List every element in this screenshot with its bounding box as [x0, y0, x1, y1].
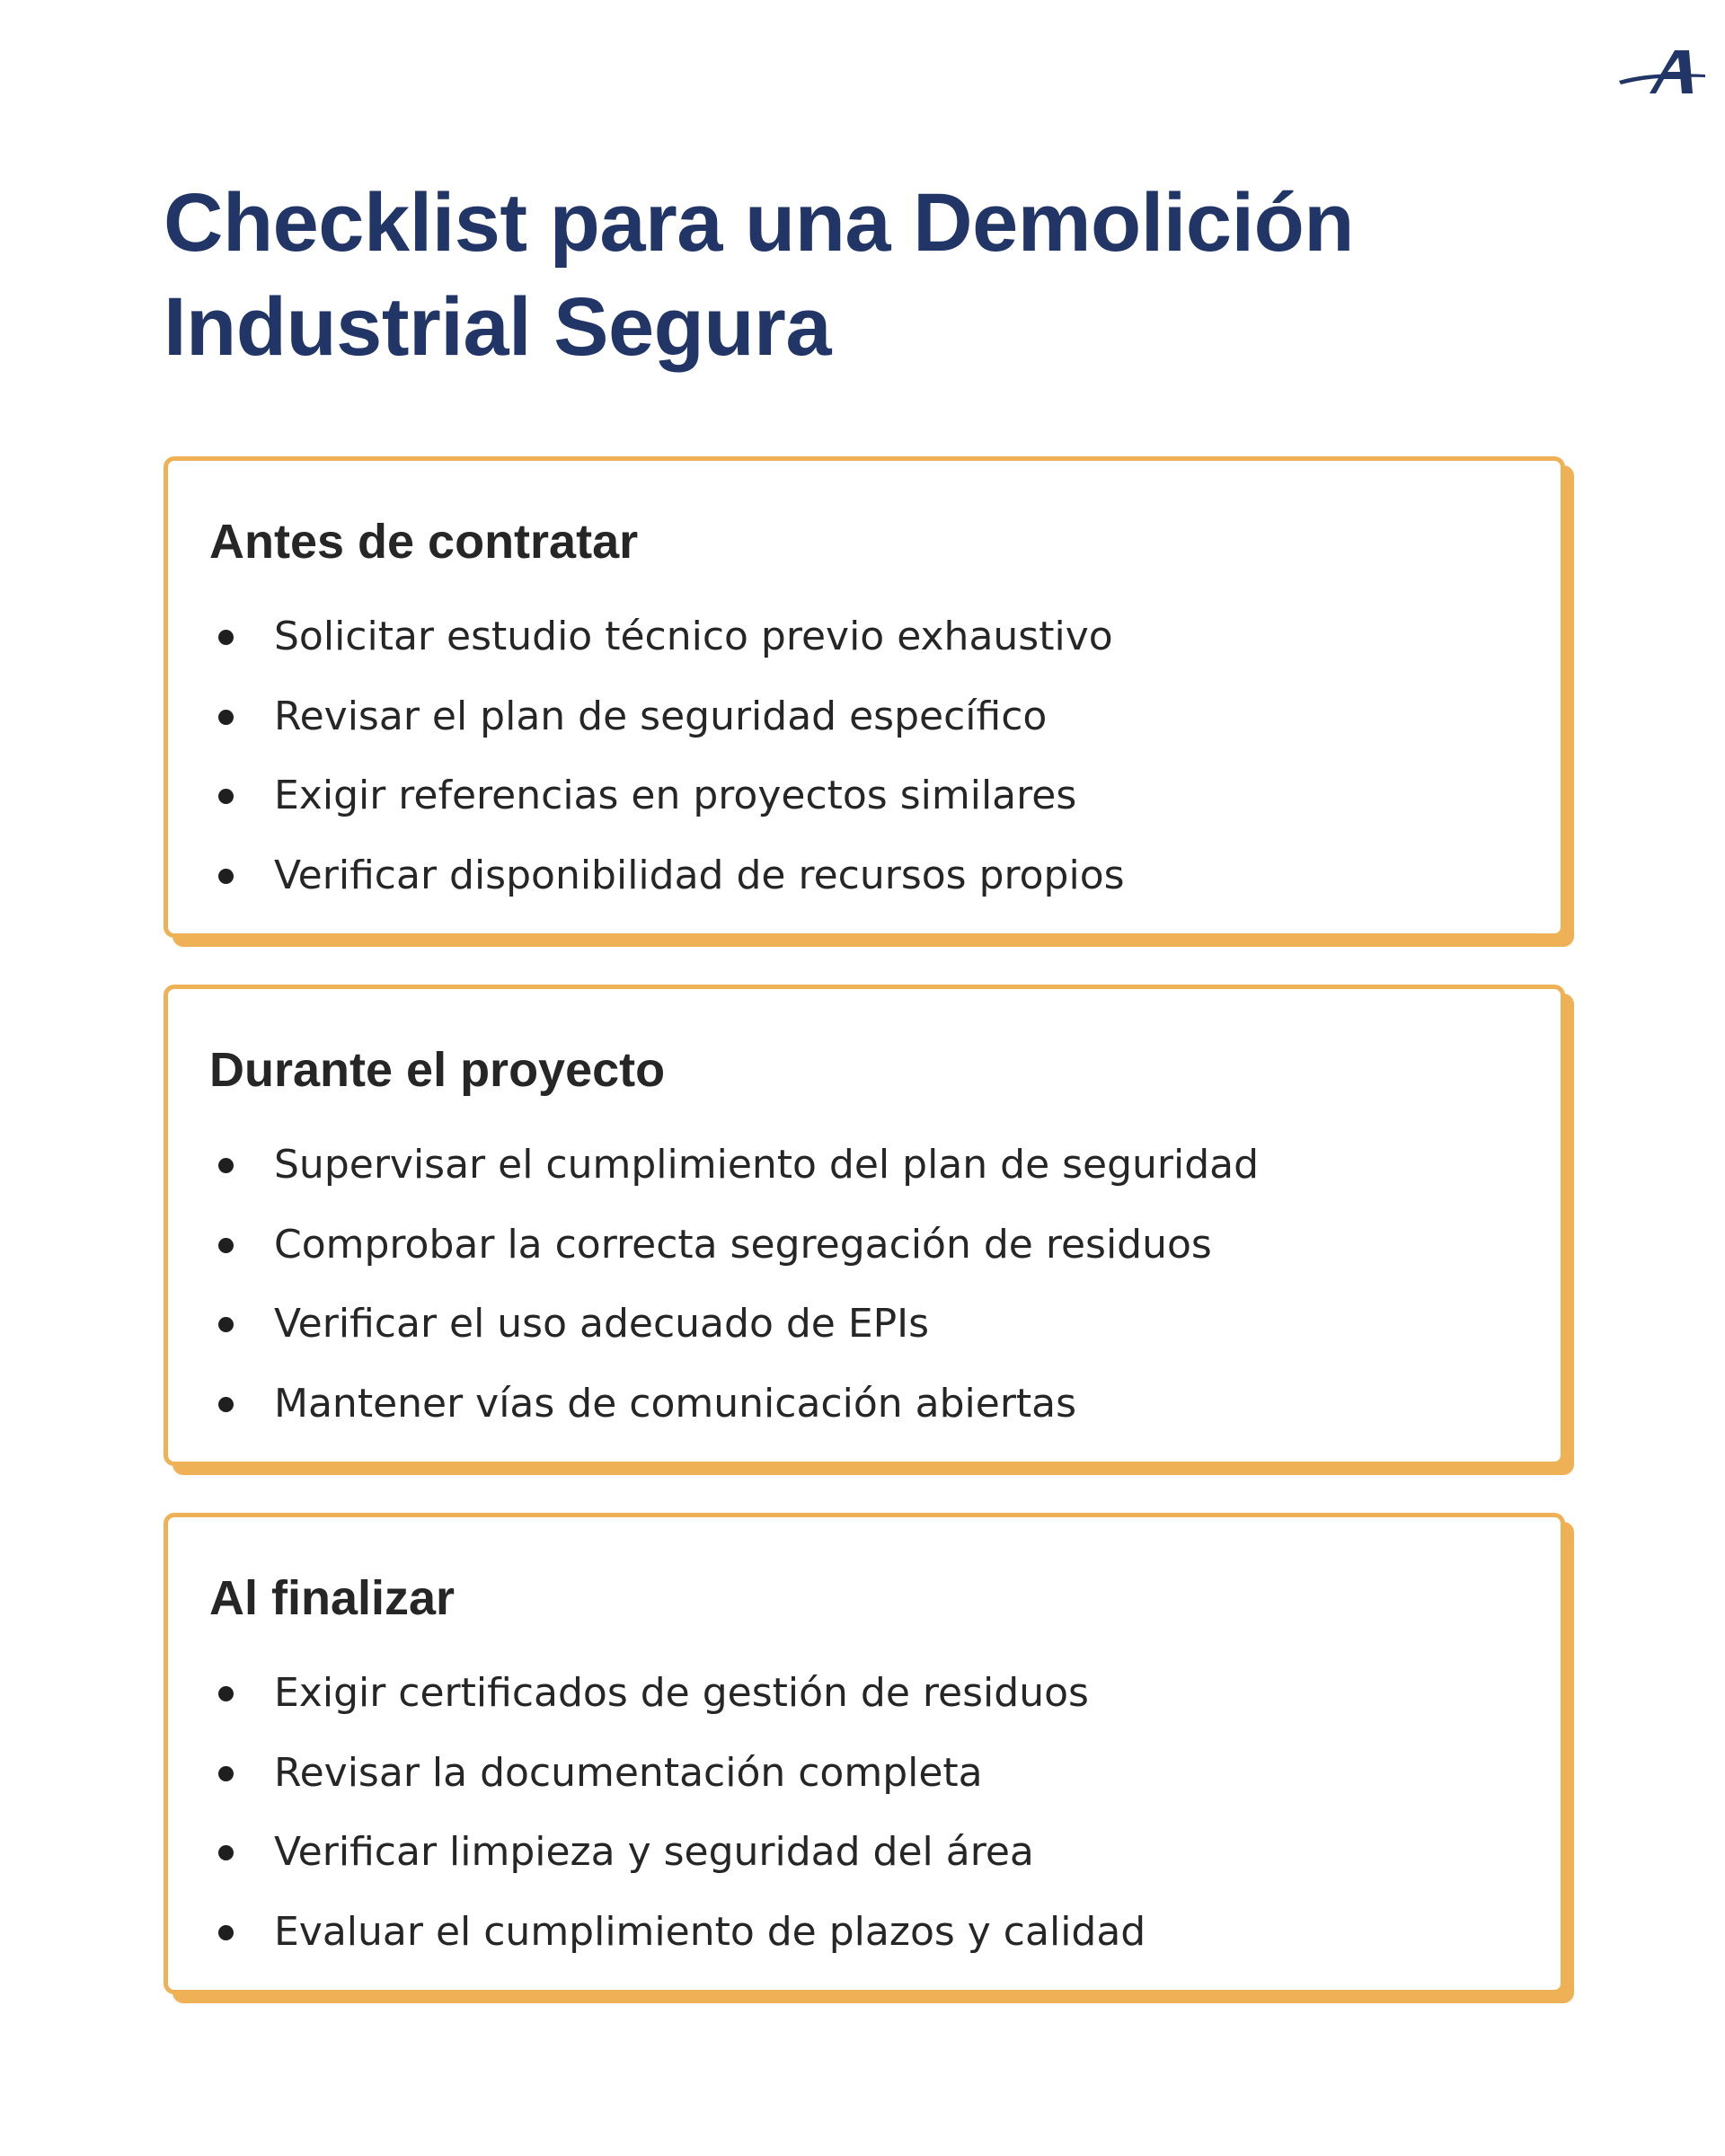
bullet-icon	[218, 1158, 234, 1173]
list-item-text: Verificar el uso adecuado de EPIs	[274, 1301, 930, 1347]
page-title: Checklist para una Demolición Industrial Segura	[164, 177, 1354, 373]
list-item	[209, 597, 1519, 677]
section-heading: Durante el proyecto	[209, 1043, 666, 1097]
bullet-icon	[218, 1238, 234, 1253]
section-heading: Al finalizar	[209, 1571, 456, 1625]
bullet-icon	[218, 710, 234, 725]
list-item-text: Exigir certificados de gestión de residuos	[274, 1670, 1089, 1716]
list-item-text: Evaluar el cumplimiento de plazos y calidad	[274, 1908, 1146, 1955]
list-item	[209, 1206, 1519, 1286]
list-item	[209, 1813, 1519, 1893]
list-item	[209, 1654, 1519, 1734]
bullet-icon	[218, 1317, 234, 1332]
section-heading: Antes de contratar	[209, 515, 639, 569]
checklist	[209, 597, 1519, 915]
list-item-text: Revisar el plan de seguridad específico	[274, 693, 1048, 739]
list-item-text: Supervisar el cumplimiento del plan de seguridad	[274, 1142, 1260, 1188]
list-item	[209, 1365, 1519, 1445]
bullet-icon	[218, 789, 234, 804]
list-item-text: Solicitar estudio técnico previo exhaustivo	[274, 614, 1113, 659]
list-item	[209, 1285, 1519, 1365]
list-item	[209, 677, 1519, 757]
list-item	[209, 1893, 1519, 1973]
list-item-text: Verificar disponibilidad de recursos propios	[274, 852, 1125, 898]
list-item-text: Comprobar la correcta segregación de residuos	[274, 1221, 1212, 1268]
list-item-text: Revisar la documentación completa	[274, 1749, 983, 1796]
section-al-finalizar	[164, 1513, 1565, 1994]
list-item	[209, 1734, 1519, 1814]
stylized-letter-a-logo-icon	[1617, 47, 1707, 97]
list-item-text: Verificar limpieza y seguridad del área	[274, 1829, 1034, 1875]
list-item	[209, 1126, 1519, 1206]
bullet-icon	[218, 1766, 234, 1781]
section-antes-de-contratar	[164, 456, 1565, 938]
list-item-text: Exigir referencias en proyectos similares	[274, 773, 1077, 818]
list-item	[209, 836, 1519, 916]
section-durante-el-proyecto	[164, 985, 1565, 1466]
checklist	[209, 1654, 1519, 1972]
bullet-icon	[218, 1845, 234, 1860]
list-item-text: Mantener vías de comunicación abiertas	[274, 1380, 1077, 1427]
bullet-icon	[218, 1397, 234, 1412]
bullet-icon	[218, 1686, 234, 1701]
checklist	[209, 1126, 1519, 1444]
bullet-icon	[218, 1925, 234, 1940]
bullet-icon	[218, 869, 234, 884]
list-item	[209, 756, 1519, 836]
bullet-icon	[218, 630, 234, 645]
